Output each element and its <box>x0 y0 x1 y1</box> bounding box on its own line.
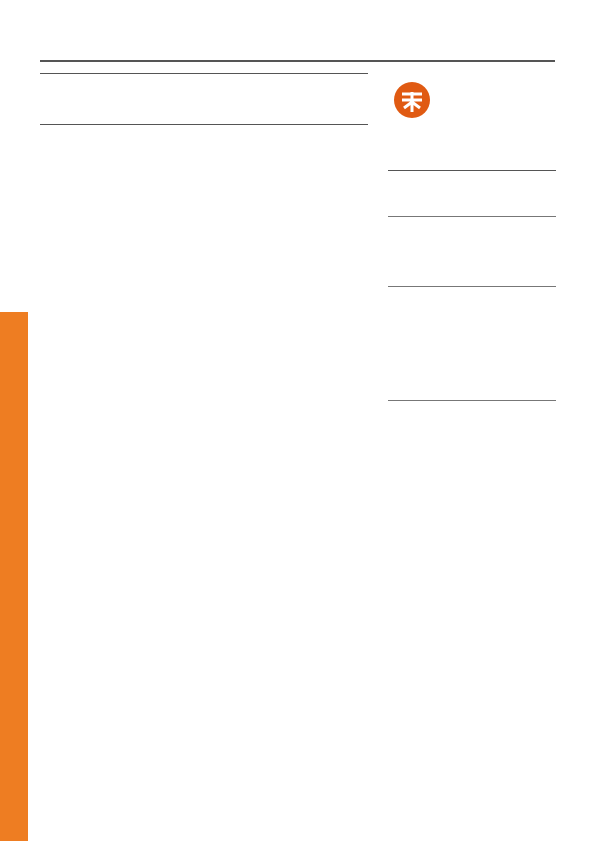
title-box <box>40 73 368 125</box>
header-divider <box>40 60 555 62</box>
meta-analyst <box>388 222 436 232</box>
logo-mark-icon <box>392 80 432 120</box>
meta-date <box>388 196 436 206</box>
company-logo <box>392 80 552 120</box>
meta-divider-2 <box>388 286 556 287</box>
rating-divider <box>388 170 556 171</box>
meta-industry <box>388 180 436 190</box>
related-divider <box>388 400 556 401</box>
comparison-chart <box>388 306 556 392</box>
meta-email <box>388 238 556 249</box>
left-strip-top <box>0 74 22 312</box>
meta-divider-1 <box>388 216 556 217</box>
left-strip-orange <box>0 312 28 841</box>
meta-sac <box>388 264 436 274</box>
